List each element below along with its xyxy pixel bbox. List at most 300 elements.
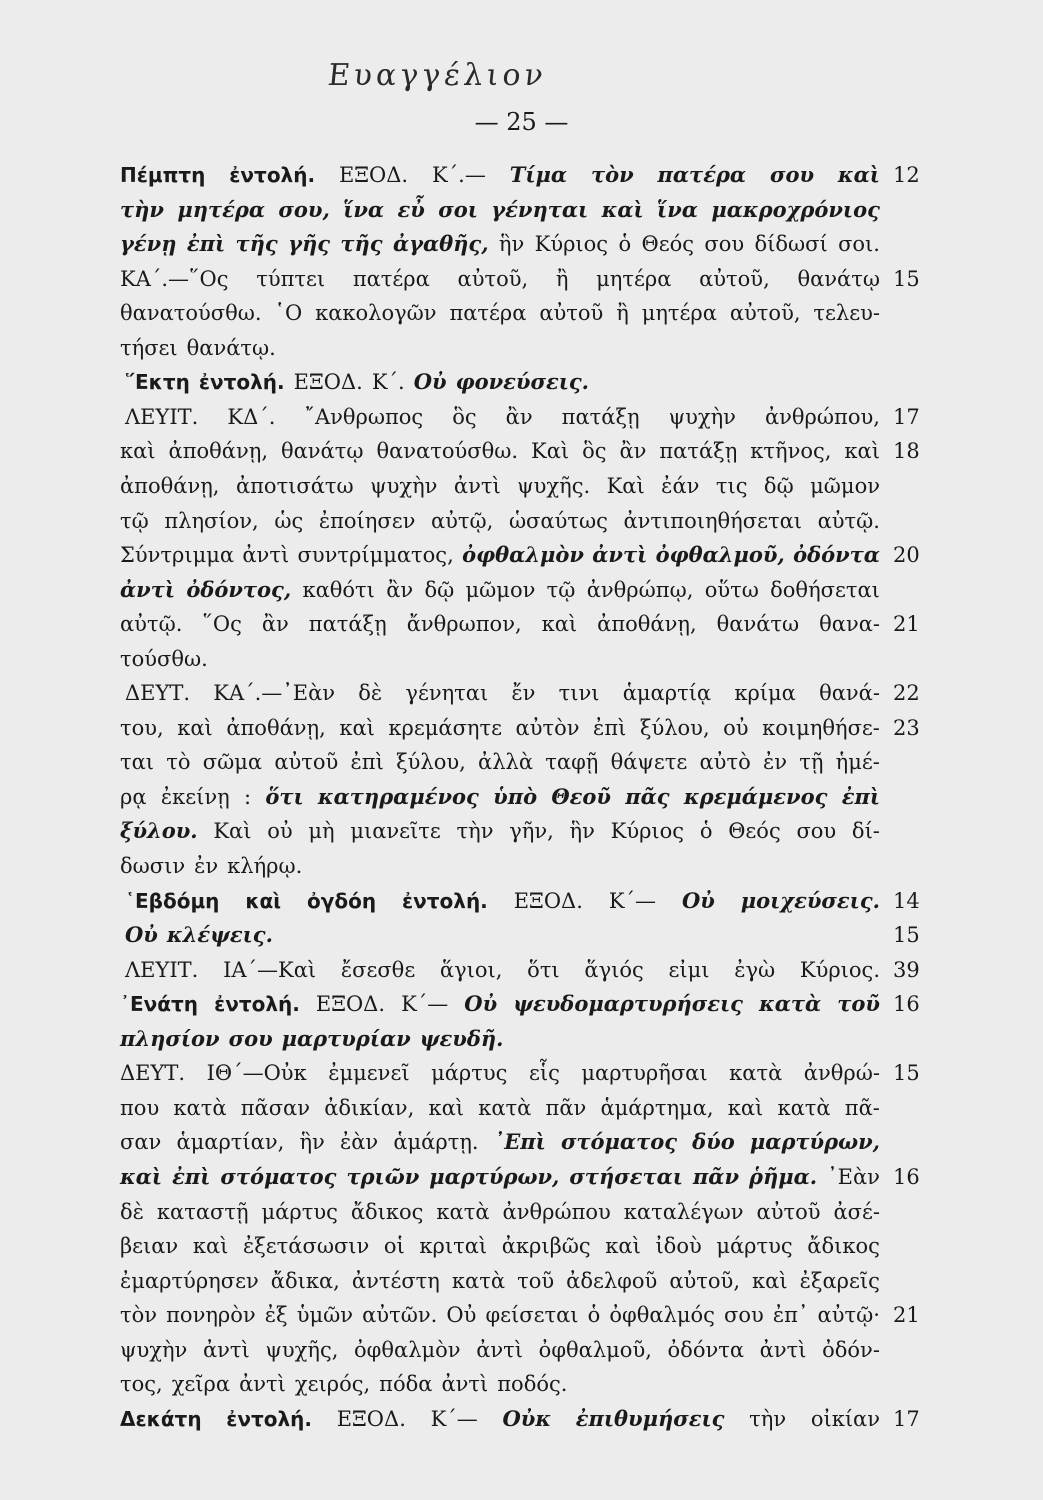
word: καὶ — [601, 196, 644, 222]
word: θανά- — [819, 681, 880, 706]
word: ψυχῆς, — [265, 1337, 339, 1362]
word: ἂν — [261, 612, 289, 637]
word: τὸν — [120, 1303, 158, 1328]
word: ὁ — [618, 232, 632, 257]
word: ἀσέ- — [833, 1199, 880, 1224]
word: κατὰ — [758, 991, 822, 1017]
word: Καὶ — [531, 439, 570, 464]
word: θανάτῳ — [797, 266, 880, 291]
word: κρεμάσητε — [388, 715, 502, 740]
verse-number: 22 — [893, 681, 920, 706]
word: ὀφθαλμὸν — [354, 1337, 461, 1362]
word: ἀνθρώπῳ, — [586, 577, 694, 602]
word: ΛΕΥΙΤ. — [125, 404, 199, 429]
word: ΚΑ΄.—᾿Εὰν — [213, 681, 336, 706]
word: ἄδικα, — [270, 1268, 340, 1293]
word: μητέρα — [177, 196, 266, 222]
word: κλέψεις. — [166, 922, 273, 948]
word: ᾿Εὰν — [827, 1164, 880, 1189]
word: ψευδομαρτυρήσεις — [513, 991, 743, 1017]
word: οὐ — [267, 819, 293, 844]
word: χειρός, — [294, 1372, 371, 1397]
text-line — [120, 295, 880, 331]
word: τῷ — [120, 508, 149, 533]
word: ἡμέ- — [835, 750, 880, 775]
word: ἀντὶ — [242, 543, 290, 568]
word: ἄδικος — [350, 1199, 424, 1224]
word: ἁμάρτημα, — [600, 1095, 714, 1120]
word: ἵνα — [343, 196, 385, 222]
text-line — [120, 813, 880, 849]
word: ἀποθάνῃ, — [226, 715, 326, 740]
word: κρίμα — [734, 681, 796, 706]
verse-number: 17 — [893, 404, 920, 429]
word: ἀποθάνῃ, — [597, 612, 697, 637]
word: Οὐ — [446, 1303, 477, 1328]
word: Δεκάτη — [120, 1406, 202, 1431]
word: καὶ — [541, 612, 578, 637]
text-line — [120, 1021, 880, 1057]
word: του, — [120, 715, 164, 740]
word: ἐμαρτύρησεν — [120, 1268, 259, 1293]
word: πατέρα — [657, 162, 747, 187]
word: τὸ — [166, 750, 191, 775]
word: καὶ — [752, 1268, 788, 1293]
word: ἀντὶ — [592, 542, 648, 568]
word: ὡς — [274, 508, 304, 533]
text-line — [120, 1055, 880, 1091]
word: ἀντὶ — [120, 576, 176, 602]
word: Οὐκ — [502, 1405, 552, 1431]
word: Καὶ — [213, 819, 252, 844]
word: ἅγιός — [584, 957, 644, 982]
word: ψυχὴν — [370, 473, 438, 498]
word: ἐντολή. — [198, 370, 285, 395]
word: πατάξῃ — [659, 439, 738, 464]
word: σου — [704, 232, 745, 257]
word: καὶ — [428, 1095, 464, 1120]
word: ΚΔ΄. — [227, 404, 276, 429]
word: πᾶς — [625, 783, 670, 809]
word: τις — [715, 473, 748, 498]
word: μιανεῖτε — [350, 819, 441, 844]
word: σοι. — [838, 232, 880, 257]
word: ΛΕΥΙΤ. — [125, 957, 199, 982]
word: καὶ — [120, 439, 156, 464]
word: τῷ — [546, 577, 576, 602]
word: Οὐ — [681, 887, 715, 913]
word: ἣν — [498, 232, 525, 257]
word: πονηρὸν — [166, 1303, 256, 1328]
word: πόδα — [379, 1372, 433, 1397]
word: μαρτυρίαν — [281, 1025, 411, 1051]
word: γῆν, — [509, 819, 554, 844]
word: ἐν — [194, 854, 219, 878]
word: καὶ — [192, 1234, 229, 1259]
word: τὸν — [590, 162, 634, 187]
word: θανάτῳ — [280, 439, 364, 464]
word: ἁμαρτίᾳ — [622, 681, 712, 706]
word: γῆς — [288, 231, 331, 257]
word: ἀλλὰ — [478, 750, 534, 775]
word: καταστῇ — [156, 1199, 249, 1224]
word: καὶ — [844, 439, 880, 464]
word: τῇ — [799, 750, 824, 775]
word: ῥῆμα. — [749, 1163, 818, 1189]
word: στόματος — [220, 1163, 337, 1189]
word: μοιχεύσεις. — [740, 887, 880, 913]
word: πατάξῃ — [561, 404, 640, 429]
word: ΙΑ΄—Καὶ — [223, 957, 317, 982]
verse-number: 16 — [893, 1164, 920, 1189]
handwritten-note: Ευαγγέλιον — [326, 58, 549, 93]
word: ἀντὶ — [441, 1372, 489, 1397]
word: κατὰ — [173, 1095, 227, 1120]
word: τελευ- — [813, 301, 880, 326]
word: ψυχὴν — [120, 1337, 188, 1362]
verse-number: 15 — [893, 266, 920, 291]
word: ἀντέστη — [351, 1268, 440, 1293]
word: ΔΕΥΤ. — [125, 681, 191, 706]
word: κατὰ — [436, 1199, 490, 1224]
word: τὴν — [456, 819, 494, 844]
word: ῞Εκτη — [125, 370, 190, 395]
word: θανάτω — [716, 612, 800, 637]
word: τος, — [120, 1372, 163, 1397]
word: δὲ — [120, 1199, 144, 1224]
word: Θεός — [641, 232, 694, 257]
word: ῞Ος — [202, 612, 242, 637]
word: συντρίμματος, — [297, 543, 454, 568]
word: ΕΞΟΔ. — [338, 163, 409, 187]
text-line — [120, 710, 880, 746]
text-line — [120, 1332, 880, 1368]
word: σου — [796, 819, 837, 844]
text-line — [120, 1124, 880, 1160]
word: ἀδικίαν, — [324, 1095, 415, 1120]
word: ὀδόντα — [793, 542, 880, 568]
word: καὶ — [177, 715, 213, 740]
word: Κύριος — [534, 232, 609, 257]
word: Θεός — [728, 819, 781, 844]
word: ἣν — [299, 1130, 325, 1155]
word: μητέρα — [641, 301, 717, 326]
word: κατὰ — [729, 1061, 783, 1086]
word: τὴν — [749, 1406, 787, 1431]
word: μῶμον — [810, 473, 880, 498]
text-line — [120, 468, 880, 504]
verse-number: 21 — [893, 612, 920, 637]
word: καὶ — [605, 1234, 641, 1259]
word: ὀφθαλμὸν — [462, 542, 584, 568]
word: τὴν — [120, 196, 164, 222]
word: ὁ — [587, 1303, 601, 1328]
word: στόματος — [560, 1129, 678, 1155]
word: μῶμον — [465, 577, 536, 602]
word: Κ΄— — [430, 1406, 478, 1431]
page-number: — 25 — — [474, 108, 569, 136]
word: Σύντριμμα — [120, 543, 235, 568]
word: δίδωσί — [754, 232, 828, 257]
word: ἀνθρώ- — [803, 1061, 880, 1086]
word: ἐντολή. — [226, 1406, 313, 1431]
word: σου — [724, 1303, 764, 1328]
word: ἐντολή. — [402, 888, 488, 913]
word: μὴ — [308, 819, 335, 844]
word: Κ΄.— — [431, 163, 486, 187]
word: ἁμαρτίαν, — [176, 1130, 285, 1155]
verse-number: 17 — [893, 1406, 920, 1431]
word: ἂν — [619, 439, 647, 464]
text-line — [125, 399, 880, 435]
word: ὑπὸ — [493, 783, 538, 809]
word: πᾶν — [545, 1095, 587, 1120]
word: ἄνθρωπον, — [406, 612, 522, 637]
word: μητέρα — [596, 266, 672, 291]
word: μάρτυς — [261, 1199, 338, 1224]
word: δοθήσεται — [770, 577, 880, 602]
word: ποδός. — [497, 1372, 568, 1397]
word: καὶ — [120, 1163, 163, 1189]
word: δί- — [851, 819, 880, 844]
word: δῷ — [763, 473, 794, 498]
word: ἐξετάσωσιν — [242, 1234, 370, 1259]
text-line — [120, 848, 880, 884]
word: που — [120, 1095, 160, 1120]
text-line — [120, 1194, 880, 1230]
word: τοῦ — [837, 991, 880, 1017]
text-line — [120, 1228, 880, 1264]
word: δῷ — [424, 577, 455, 602]
word: ξύλου, — [396, 750, 466, 775]
word: ὅτι — [527, 957, 560, 982]
word: ὃς — [452, 404, 477, 429]
word: πᾶσαν — [240, 1095, 310, 1120]
verse-number: 18 — [893, 439, 920, 464]
word: καθότι — [302, 577, 375, 602]
word: μάρτυς — [431, 1061, 508, 1086]
word: ἐκείνῃ — [160, 784, 230, 809]
word: ὀδόν- — [822, 1337, 880, 1362]
word: σου — [228, 1025, 273, 1051]
word: τῆς — [340, 231, 383, 257]
word: ὅτι — [265, 783, 304, 809]
word: ἀντιποιηθήσεται — [623, 508, 802, 533]
word: ἀντὶ — [759, 1337, 807, 1362]
word: ἰδοὺ — [655, 1234, 702, 1259]
word: ἐπιθυμήσεις — [575, 1405, 725, 1431]
word: ἂν — [386, 577, 414, 602]
word: κατηραμένος — [317, 783, 479, 809]
word: δύο — [692, 1129, 735, 1155]
word: ἢ — [555, 266, 569, 291]
text-line — [120, 503, 880, 539]
word: μακροχρόνιος — [711, 196, 880, 222]
verse-number: 15 — [893, 923, 920, 948]
word: Κύριος. — [799, 957, 880, 982]
word: αὐτοῦ — [756, 1199, 821, 1224]
text-line — [120, 1366, 880, 1402]
word: ἐντολή. — [214, 992, 300, 1017]
word: πλησίον, — [164, 508, 259, 533]
text-line — [120, 1090, 880, 1126]
word: Οὐ — [464, 991, 498, 1017]
word: ΙΘ΄—Οὐκ — [206, 1061, 307, 1086]
text-line — [120, 744, 880, 780]
word: ἂν — [505, 404, 533, 429]
word: βειαν — [120, 1234, 179, 1259]
word: ὑμῶν — [296, 1303, 354, 1328]
word: ἐπὶ — [593, 715, 627, 740]
word: ὡσαύτως — [508, 508, 608, 533]
text-line — [120, 986, 880, 1022]
word: πᾶ- — [844, 1095, 880, 1120]
word: ψυχὴν — [668, 404, 736, 429]
word: ἐγὼ — [734, 957, 776, 982]
word: φείσεται — [485, 1303, 579, 1328]
verse-number: 16 — [893, 992, 920, 1017]
text-line — [120, 226, 880, 262]
word: ρᾳ — [120, 784, 147, 809]
text-line — [125, 917, 880, 953]
word: ῾Ο — [274, 301, 303, 326]
word: ἀνθρώπου — [502, 1199, 611, 1224]
text-line — [120, 1263, 880, 1299]
word: ἐν — [762, 750, 787, 775]
word: ἄδικος — [807, 1234, 880, 1259]
word: ἀποτισάτω — [235, 473, 354, 498]
word: αὐτὸ — [699, 750, 751, 775]
word: ἐπὶ — [350, 750, 384, 775]
word: σου — [769, 162, 815, 187]
text-line — [125, 952, 880, 988]
word: ῾Εβδόμη — [125, 888, 220, 913]
word: ὀδόντος, — [186, 576, 292, 602]
word: ται — [120, 750, 155, 775]
word: τούσθω. — [120, 646, 208, 671]
word: σου, — [278, 196, 330, 222]
word: Κ΄— — [608, 888, 657, 913]
text-line — [120, 157, 880, 193]
word: ἅγιοι, — [439, 957, 503, 982]
word: πατάξῃ — [308, 612, 387, 637]
text-line — [120, 261, 880, 297]
word: καὶ — [837, 162, 880, 187]
word: κατὰ — [478, 1095, 532, 1120]
word: ἀντὶ — [476, 1337, 524, 1362]
word: Κύριος — [610, 819, 685, 844]
word: ἐάν — [661, 473, 700, 498]
word: μαρτύρων, — [429, 1163, 560, 1189]
word: κρεμάμενος — [683, 783, 828, 809]
word: ψευδῆ. — [419, 1025, 504, 1051]
word: αὐτοῦ — [539, 301, 604, 326]
word: ἀγαθῆς, — [392, 231, 489, 257]
word: ὀφθαλμοῦ, — [538, 1337, 652, 1362]
word: ἐξ — [264, 1303, 288, 1328]
word: αὐτοῦ, — [457, 266, 529, 291]
word: ἀντὶ — [239, 1372, 286, 1397]
word: αὐτῶν. — [362, 1303, 438, 1328]
word: ἀποθάνῃ, — [168, 439, 268, 464]
word: αὐτοῦ, — [669, 1268, 740, 1293]
text-line — [120, 779, 880, 815]
word: καὶ — [727, 1095, 764, 1120]
word: δὲ — [358, 681, 383, 706]
word: σαν — [120, 1130, 162, 1155]
word: τῆς — [235, 231, 278, 257]
word: αὐτῷ, — [430, 508, 494, 533]
word: φονεύσεις. — [455, 369, 589, 395]
word: δωσιν — [120, 854, 186, 878]
text-line — [120, 330, 880, 366]
word: ξύλου. — [120, 818, 198, 844]
word: εἰμι — [668, 957, 710, 982]
word: χεῖρα — [171, 1372, 231, 1397]
word: ἐπὶ — [186, 231, 226, 257]
word: ᾿Ενάτη — [120, 992, 199, 1017]
verse-number: 15 — [893, 1061, 920, 1086]
word: μάρτυς — [716, 1234, 793, 1259]
word: ΕΞΟΔ. — [293, 370, 363, 395]
word: ἵνα — [657, 196, 698, 222]
word: : — [243, 784, 252, 809]
text-line — [120, 572, 880, 608]
word: κριταὶ — [419, 1234, 488, 1259]
word: ἢ — [616, 301, 629, 326]
word: ἀκριβῶς — [501, 1234, 591, 1259]
word: πᾶν — [692, 1163, 740, 1189]
word: ἁμάρτῃ. — [393, 1130, 479, 1155]
word: ἐξαρεῖς — [799, 1268, 880, 1293]
word: ἐμμενεῖ — [328, 1061, 410, 1086]
word: αὐτοῦ, — [729, 301, 801, 326]
word: ἣν — [569, 819, 595, 844]
word: ἐὰν — [339, 1130, 379, 1155]
word: Καὶ — [606, 473, 645, 498]
word: ἐπὶ — [841, 783, 880, 809]
word: ΔΕΥΤ. — [120, 1061, 186, 1086]
word: οὕτω — [704, 577, 759, 602]
text-line — [120, 1401, 880, 1437]
word: θάψετε — [610, 750, 688, 775]
word: μαρτυρῆσαι — [581, 1061, 708, 1086]
verse-number: 21 — [893, 1303, 920, 1328]
word: κατὰ — [451, 1268, 506, 1293]
word: ξύλου, — [639, 715, 710, 740]
word: αὐτοῦ — [274, 750, 339, 775]
word: ἐπ᾿ — [772, 1303, 809, 1328]
word: ὃς — [582, 439, 607, 464]
word: κτῆνος, — [750, 439, 832, 464]
word: τύπτει — [256, 266, 326, 291]
word: ἀντὶ — [202, 1337, 250, 1362]
text-line — [120, 606, 880, 642]
word: καὶ — [245, 888, 282, 913]
word: ἀποθάνῃ, — [120, 473, 220, 498]
word: τοῦ — [517, 1268, 555, 1293]
word: Οὐ — [125, 922, 158, 948]
word: θανατούσθω. — [120, 301, 262, 326]
word: ᾿Επὶ — [493, 1129, 546, 1155]
word: σοι — [438, 196, 478, 222]
verse-number: 14 — [893, 888, 920, 913]
text-line — [120, 641, 880, 677]
word: αὐτοῦ, — [699, 266, 770, 291]
word: μαρτύρων, — [749, 1129, 880, 1155]
word: ΕΞΟΔ. — [315, 992, 386, 1017]
word: αὐτὸν — [515, 715, 580, 740]
